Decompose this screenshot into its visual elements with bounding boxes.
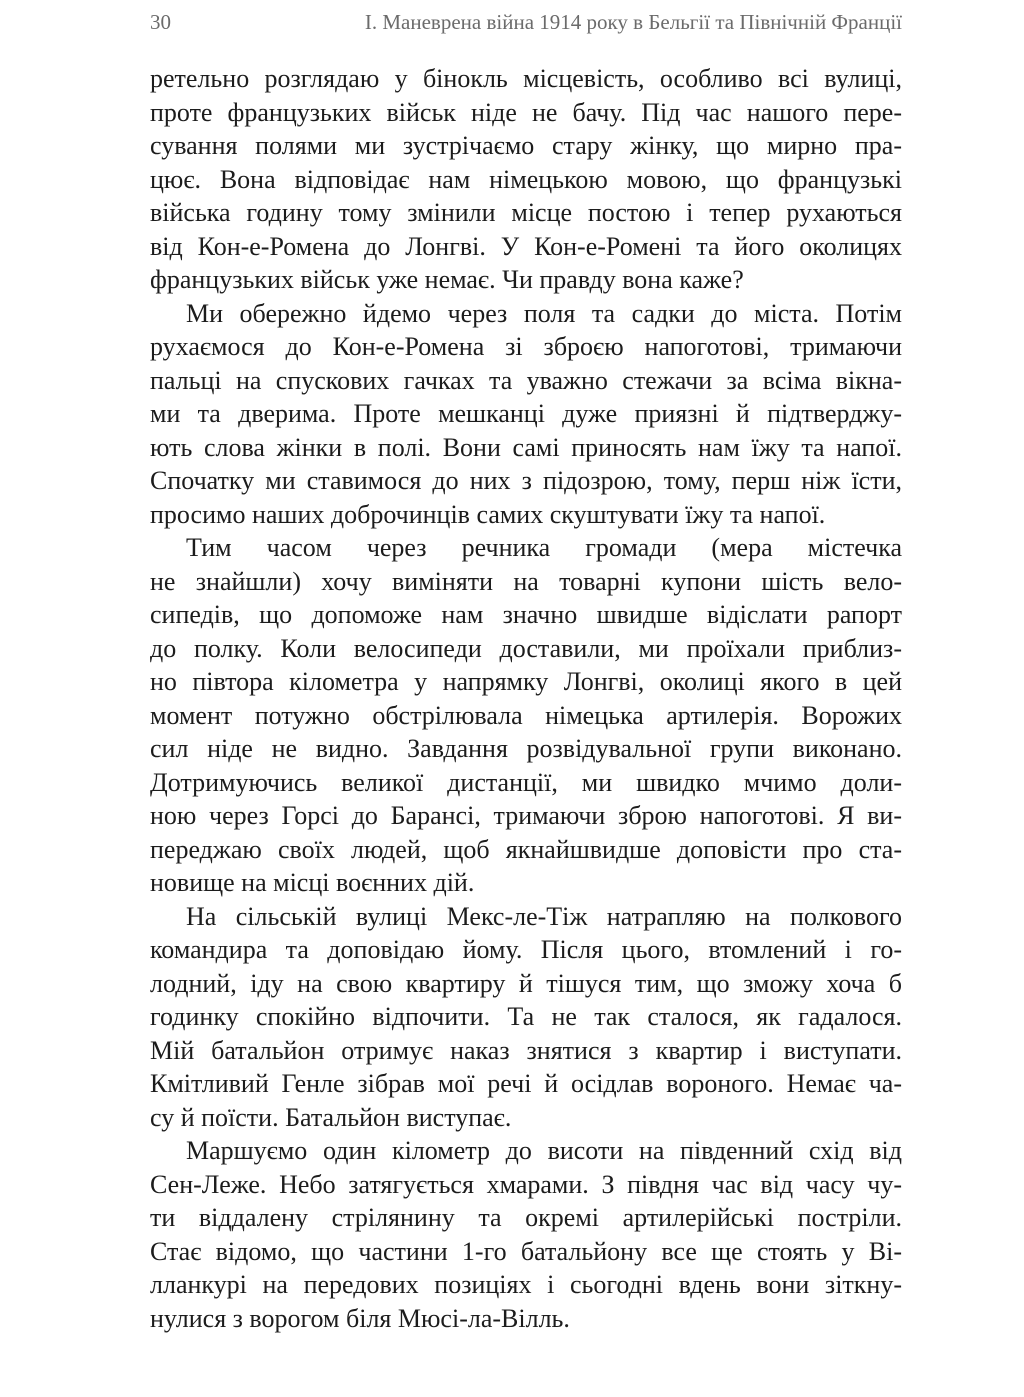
text-line: цює. Вона відповідає нам німецькою мовою, що французькі (150, 164, 902, 194)
text-line: від Кон-е-Ромена до Лонгві. У Кон-е-Ромені та його околицях (150, 231, 902, 261)
text-line: ретельно розглядаю у бінокль місцевість, особливо всі вулиці, (150, 64, 902, 93)
text-line: Дотримуючись великої дистанції, ми швидко мчимо доли- (150, 767, 902, 797)
body-text (150, 62, 902, 1335)
paragraph (150, 1134, 902, 1335)
running-header (150, 10, 902, 40)
paragraph (150, 531, 902, 900)
text-line: Тим часом через речника громади (мера містечка (186, 533, 902, 562)
text-line: Спочатку ми ставимося до них з підозрою, тому, перш ніж їсти, (150, 466, 902, 495)
text-line: не знайшли) хочу виміняти на товарні купони шість вело- (150, 566, 902, 596)
text-line: проте французьких військ ніде не бачу. Під час нашого пере- (150, 97, 902, 127)
text-line: Ми обережно йдемо через поля та садки до міста. Потім (186, 298, 902, 328)
text-line: Кмітливий Генле зібрав мої речі й осідлав вороного. Немає ча- (150, 1069, 902, 1098)
text-line: Мій батальйон отримує наказ знятися з квартир і виступати. (150, 1035, 902, 1065)
text-line: командира та доповідаю йому. Після цього, втомлений і го- (150, 935, 902, 964)
running-title: І. Маневрена війна 1914 року в Бельгії та Північній Франції (364, 10, 902, 34)
text-line: французьких військ уже немає. Чи правду вона каже? (150, 265, 744, 294)
paragraph (150, 297, 902, 532)
text-line: На сільській вулиці Мекс-ле-Тіж натрапляю на полкового (186, 901, 902, 931)
text-line: до полку. Коли велосипеди доставили, ми проїхали приблиз- (150, 633, 902, 663)
text-line: сування полями ми зустрічаємо стару жінку, що мирно пра- (150, 131, 902, 160)
text-line: годинку спокійно відпочити. Та не так сталося, як гадалося. (150, 1002, 902, 1031)
text-line: сил ніде не видно. Завдання розвідувальної групи виконано. (150, 734, 902, 763)
text-line: момент потужно обстрілювала німецька артилерія. Ворожих (150, 700, 902, 730)
text-line: ють слова жінки в полі. Вони самі приносять нам їжу та напої. (150, 432, 902, 462)
text-line: рухаємося до Кон-е-Ромена зі зброєю напоготові, тримаючи (150, 332, 902, 361)
text-line: сипедів, що допоможе нам значно швидше відіслати рапорт (150, 600, 902, 629)
text-line: лланкурі на передових позиціях і сьогодні вдень вони зіткну- (150, 1270, 902, 1299)
text-line: переджаю своїх людей, щоб якнайшвидше доповісти про ста- (150, 834, 902, 864)
text-line: су й поїсти. Батальйон виступає. (150, 1102, 512, 1132)
text-line: ти віддалену стрілянину та окремі артилерійські постріли. (150, 1203, 902, 1232)
text-line: Сен-Леже. Небо затягується хмарами. З півдня час від часу чу- (150, 1169, 902, 1199)
text-line: Маршуємо один кілометр до висоти на південний схід від (186, 1136, 902, 1165)
text-line: війська годину тому змінили місце постою і тепер рухаються (150, 198, 902, 227)
text-line: нулися з ворогом біля Мюсі-ла-Вілль. (150, 1303, 570, 1333)
text-line: новище на місці воєнних дій. (150, 868, 475, 897)
text-line: лодний, іду на свою квартиру й тішуся тим, що зможу хоча б (150, 968, 902, 998)
page-number: 30 (150, 10, 171, 34)
text-line: Стає відомо, що частини 1-го батальйону все ще стоять у Ві- (150, 1236, 902, 1266)
paragraph (150, 62, 902, 297)
text-line: ми та дверима. Проте мешканці дуже приязні й підтверджу- (150, 399, 902, 428)
paragraph (150, 900, 902, 1135)
text-line: но півтора кілометра у напрямку Лонгві, околиці якого в цей (150, 667, 902, 696)
text-line: пальці на спускових гачках та уважно стежачи за всіма вікна- (150, 365, 902, 395)
text-line: просимо наших доброчинців самих скуштувати їжу та напої. (150, 499, 826, 529)
text-line: ною через Горсі до Барансі, тримаючи зброю напоготові. Я ви- (150, 801, 902, 830)
